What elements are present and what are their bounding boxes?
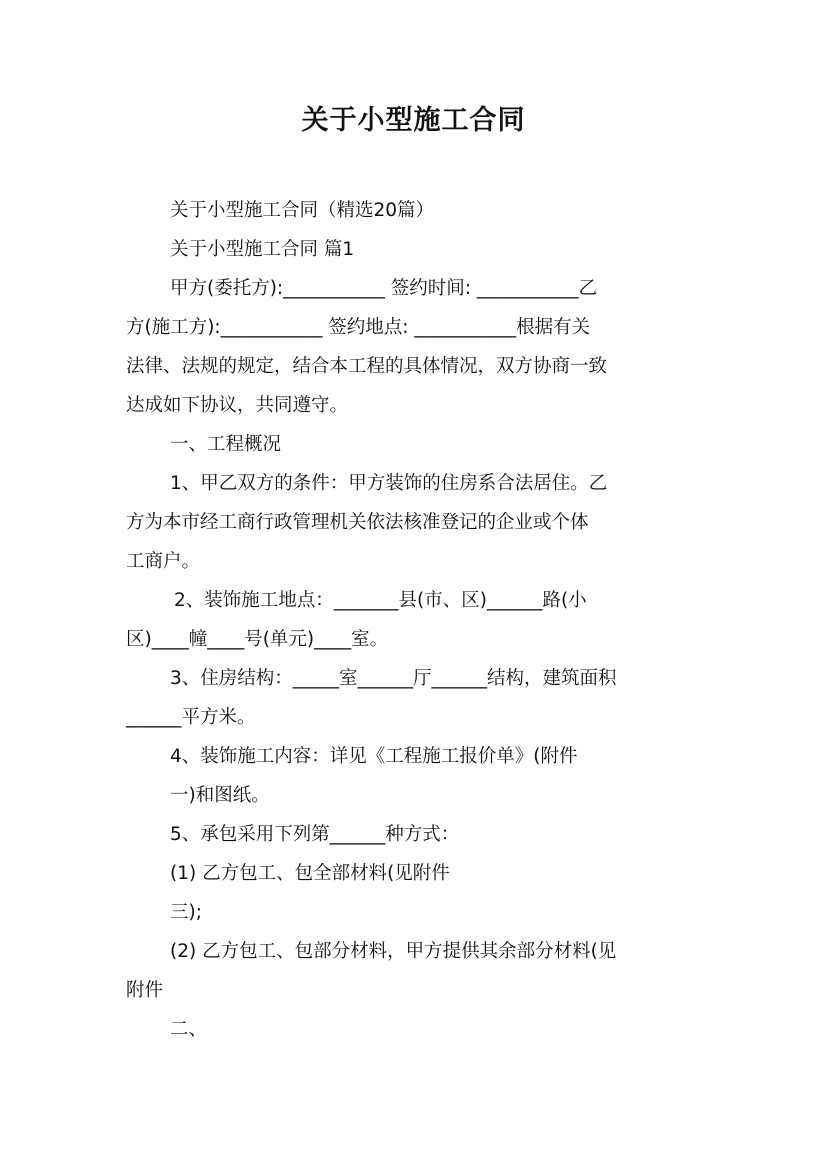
paragraph-line: 4、装饰施工内容：详见《工程施工报价单》(附件	[170, 746, 578, 767]
paragraph-line: 区)____幢____号(单元)____室。	[126, 629, 389, 650]
paragraph-line: 达成如下协议，共同遵守。	[126, 395, 349, 416]
paragraph-line: 3、住房结构：_____室______厅______结构，建筑面积	[170, 668, 617, 689]
paragraph-line: 甲方(委托方):___________ 签约时间: ___________乙	[170, 278, 598, 299]
paragraph-line: ______平方米。	[126, 707, 256, 728]
paragraph-line: 法律、法规的规定，结合本工程的具体情况，双方协商一致	[126, 356, 608, 377]
paragraph-line: 方为本市经工商行政管理机关依法核准登记的企业或个体	[126, 512, 589, 533]
paragraph-line: 附件	[126, 980, 164, 1001]
document-title: 关于小型施工合同	[301, 105, 526, 136]
clause-heading: 二、	[170, 1019, 208, 1040]
section-heading: 关于小型施工合同 篇1	[170, 239, 355, 260]
paragraph-line: 一)和图纸。	[170, 785, 270, 806]
paragraph-line: 工商户。	[126, 551, 201, 572]
paragraph-line: 方(施工方):___________ 签约地点: ___________根据有关	[126, 317, 591, 338]
paragraph-line: 5、承包采用下列第______种方式：	[170, 824, 460, 845]
paragraph-line: 三);	[170, 902, 202, 923]
clause-heading: 一、工程概况	[170, 434, 282, 455]
paragraph-line: (1) 乙方包工、包全部材料(见附件	[170, 863, 450, 884]
subtitle-line: 关于小型施工合同（精选20篇）	[170, 200, 435, 221]
paragraph-line: 1、甲乙双方的条件：甲方装饰的住房系合法居住。乙	[170, 473, 608, 494]
paragraph-line: (2) 乙方包工、包部分材料，甲方提供其余部分材料(见	[170, 941, 617, 962]
paragraph-line: 2、装饰施工地点：_______县(市、区)______路(小	[174, 590, 587, 611]
